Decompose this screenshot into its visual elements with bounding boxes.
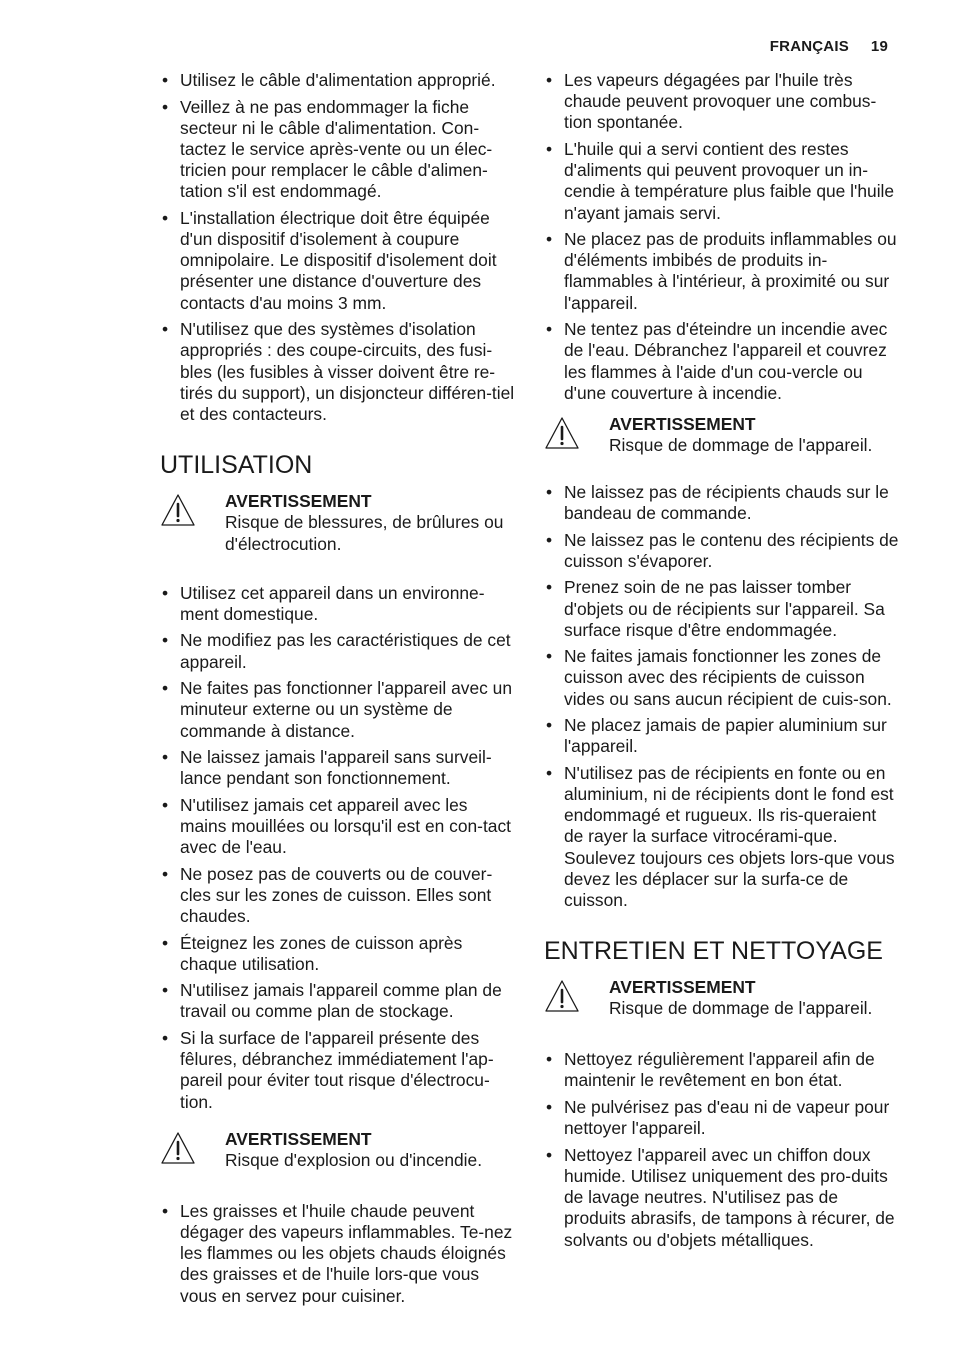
bullet-list <box>544 482 900 911</box>
list-item: • Ne posez pas de couverts ou de couver-cles sur les zones de cuisson. Elles sont chaudes. <box>160 864 516 928</box>
page-header <box>770 38 888 55</box>
list-item: • Ne laissez pas de récipients chauds sur le bandeau de commande. <box>544 482 900 524</box>
page-number: 19 <box>870 38 888 55</box>
warning-box <box>160 491 516 555</box>
bullet-list <box>544 1049 900 1250</box>
list-item: • Ne placez pas de produits inflammables ou d'éléments imbibés de produits in-flammables à l'intérieur, à proximité ou sur l'appareil. <box>544 229 900 314</box>
list-item: • Ne pulvérisez pas d'eau ni de vapeur pour nettoyer l'appareil. <box>544 1097 900 1139</box>
warning-box <box>160 1129 516 1175</box>
warning-text: Risque d'explosion ou d'incendie. <box>225 1150 483 1170</box>
list-item: • Ne laissez pas le contenu des récipients de cuisson s'évaporer. <box>544 530 900 572</box>
bullet-list <box>160 1201 516 1307</box>
list-item: • N'utilisez jamais l'appareil comme plan de travail ou comme plan de stockage. <box>160 980 516 1022</box>
list-item: • Les vapeurs dégagées par l'huile très chaude peuvent provoquer une combus-tion spontanée. <box>544 70 900 134</box>
warning-triangle-icon <box>160 493 196 527</box>
warning-triangle-icon <box>544 416 580 450</box>
warning-title: AVERTISSEMENT <box>225 491 372 512</box>
list-item: • Éteignez les zones de cuisson après chaque utilisation. <box>160 933 516 975</box>
list-item: • Si la surface de l'appareil présente des fêlures, débranchez immédiatement l'ap-pareil pour éviter tout risque d'électrocu-tion. <box>160 1028 516 1113</box>
bullet-list <box>160 583 516 1113</box>
list-item: • N'utilisez que des systèmes d'isolation appropriés : des coupe-circuits, des fusi-bles (les fusibles à visser doivent être re-tirés du support), un disjoncteur différen-tiel et des contacteurs. <box>160 319 516 425</box>
list-item: • Nettoyez régulièrement l'appareil afin de maintenir le revêtement en bon état. <box>544 1049 900 1091</box>
list-item: • Utilisez le câble d'alimentation approprié. <box>160 70 516 91</box>
list-item: • Ne laissez jamais l'appareil sans surveil-lance pendant son fonctionnement. <box>160 747 516 789</box>
list-item: • Les graisses et l'huile chaude peuvent dégager des vapeurs inflammables. Te-nez les flammes ou les objets chauds éloignés des graisses et de l'huile lors-que vous vous en servez pour cuisiner. <box>160 1201 516 1307</box>
header-language: FRANÇAIS <box>769 38 849 55</box>
list-item: • Ne faites pas fonctionner l'appareil avec un minuteur externe ou un système de commande à distance. <box>160 678 516 742</box>
warning-triangle-icon <box>160 1131 196 1165</box>
right-column <box>544 70 900 1256</box>
bullet-list <box>160 70 516 425</box>
warning-text: Risque de dommage de l'appareil. <box>609 435 873 456</box>
list-item: • Veillez à ne pas endommager la fiche secteur ni le câble d'alimentation. Con-tactez le service après-vente ou un élec-tricien pour remplacer le câble d'alimen-tation s'il est endommagé. <box>160 97 516 203</box>
warning-box <box>544 977 900 1023</box>
list-item: • L'huile qui a servi contient des restes d'aliments qui peuvent provoquer un in-cendie à température plus faible que l'huile n'ayant jamais servi. <box>544 139 900 224</box>
warning-text: Risque de blessures, de brûlures ou d'électrocution. <box>225 512 504 554</box>
list-item: • Utilisez cet appareil dans un environne-ment domestique. <box>160 583 516 625</box>
list-item: • N'utilisez pas de récipients en fonte ou en aluminium, ni de récipients dont le fond est endommagé et rugueux. Ils ris-queraient de rayer la surface vitrocérami-que. Soulevez toujours ces objets lors-que vous devez les déplacer sur la surfa-ce de cuisson. <box>544 763 900 911</box>
list-item: • L'installation électrique doit être équipée d'un dispositif d'isolement à coupure omnipolaire. Le dispositif d'isolement doit présenter une distance d'ouverture des contacts d'au moins 3 mm. <box>160 208 516 314</box>
warning-title: AVERTISSEMENT <box>609 977 756 998</box>
left-column <box>160 70 516 1312</box>
warning-text: Risque de dommage de l'appareil. <box>609 998 873 1019</box>
warning-triangle-icon <box>544 979 580 1013</box>
section-title-entretien: ENTRETIEN ET NETTOYAGE <box>544 937 883 966</box>
list-item: • Prenez soin de ne pas laisser tomber d'objets ou de récipients sur l'appareil. Sa surface risque d'être endommagée. <box>544 577 900 641</box>
list-item: • Ne faites jamais fonctionner les zones de cuisson avec des récipients de cuisson vides ou sans aucun récipient de cuis-son. <box>544 646 900 710</box>
list-item: • Ne modifiez pas les caractéristiques de cet appareil. <box>160 630 516 672</box>
warning-title: AVERTISSEMENT <box>225 1128 372 1149</box>
list-item: • Ne tentez pas d'éteindre un incendie avec de l'eau. Débranchez l'appareil et couvrez les flammes à l'aide d'un cou-vercle ou d'une couverture à incendie. <box>544 319 900 404</box>
list-item: • N'utilisez jamais cet appareil avec les mains mouillées ou lorsqu'il est en con-tact avec de l'eau. <box>160 795 516 859</box>
bullet-list <box>544 70 900 404</box>
warning-box <box>544 414 900 460</box>
warning-title: AVERTISSEMENT <box>609 413 756 434</box>
section-title-utilisation: UTILISATION <box>160 451 313 480</box>
list-item: • Nettoyez l'appareil avec un chiffon doux humide. Utilisez uniquement des pro-duits de lavage neutres. N'utilisez pas de produits abrasifs, de tampons à récurer, de solvants ou d'objets métalliques. <box>544 1145 900 1251</box>
list-item: • Ne placez jamais de papier aluminium sur l'appareil. <box>544 715 900 757</box>
